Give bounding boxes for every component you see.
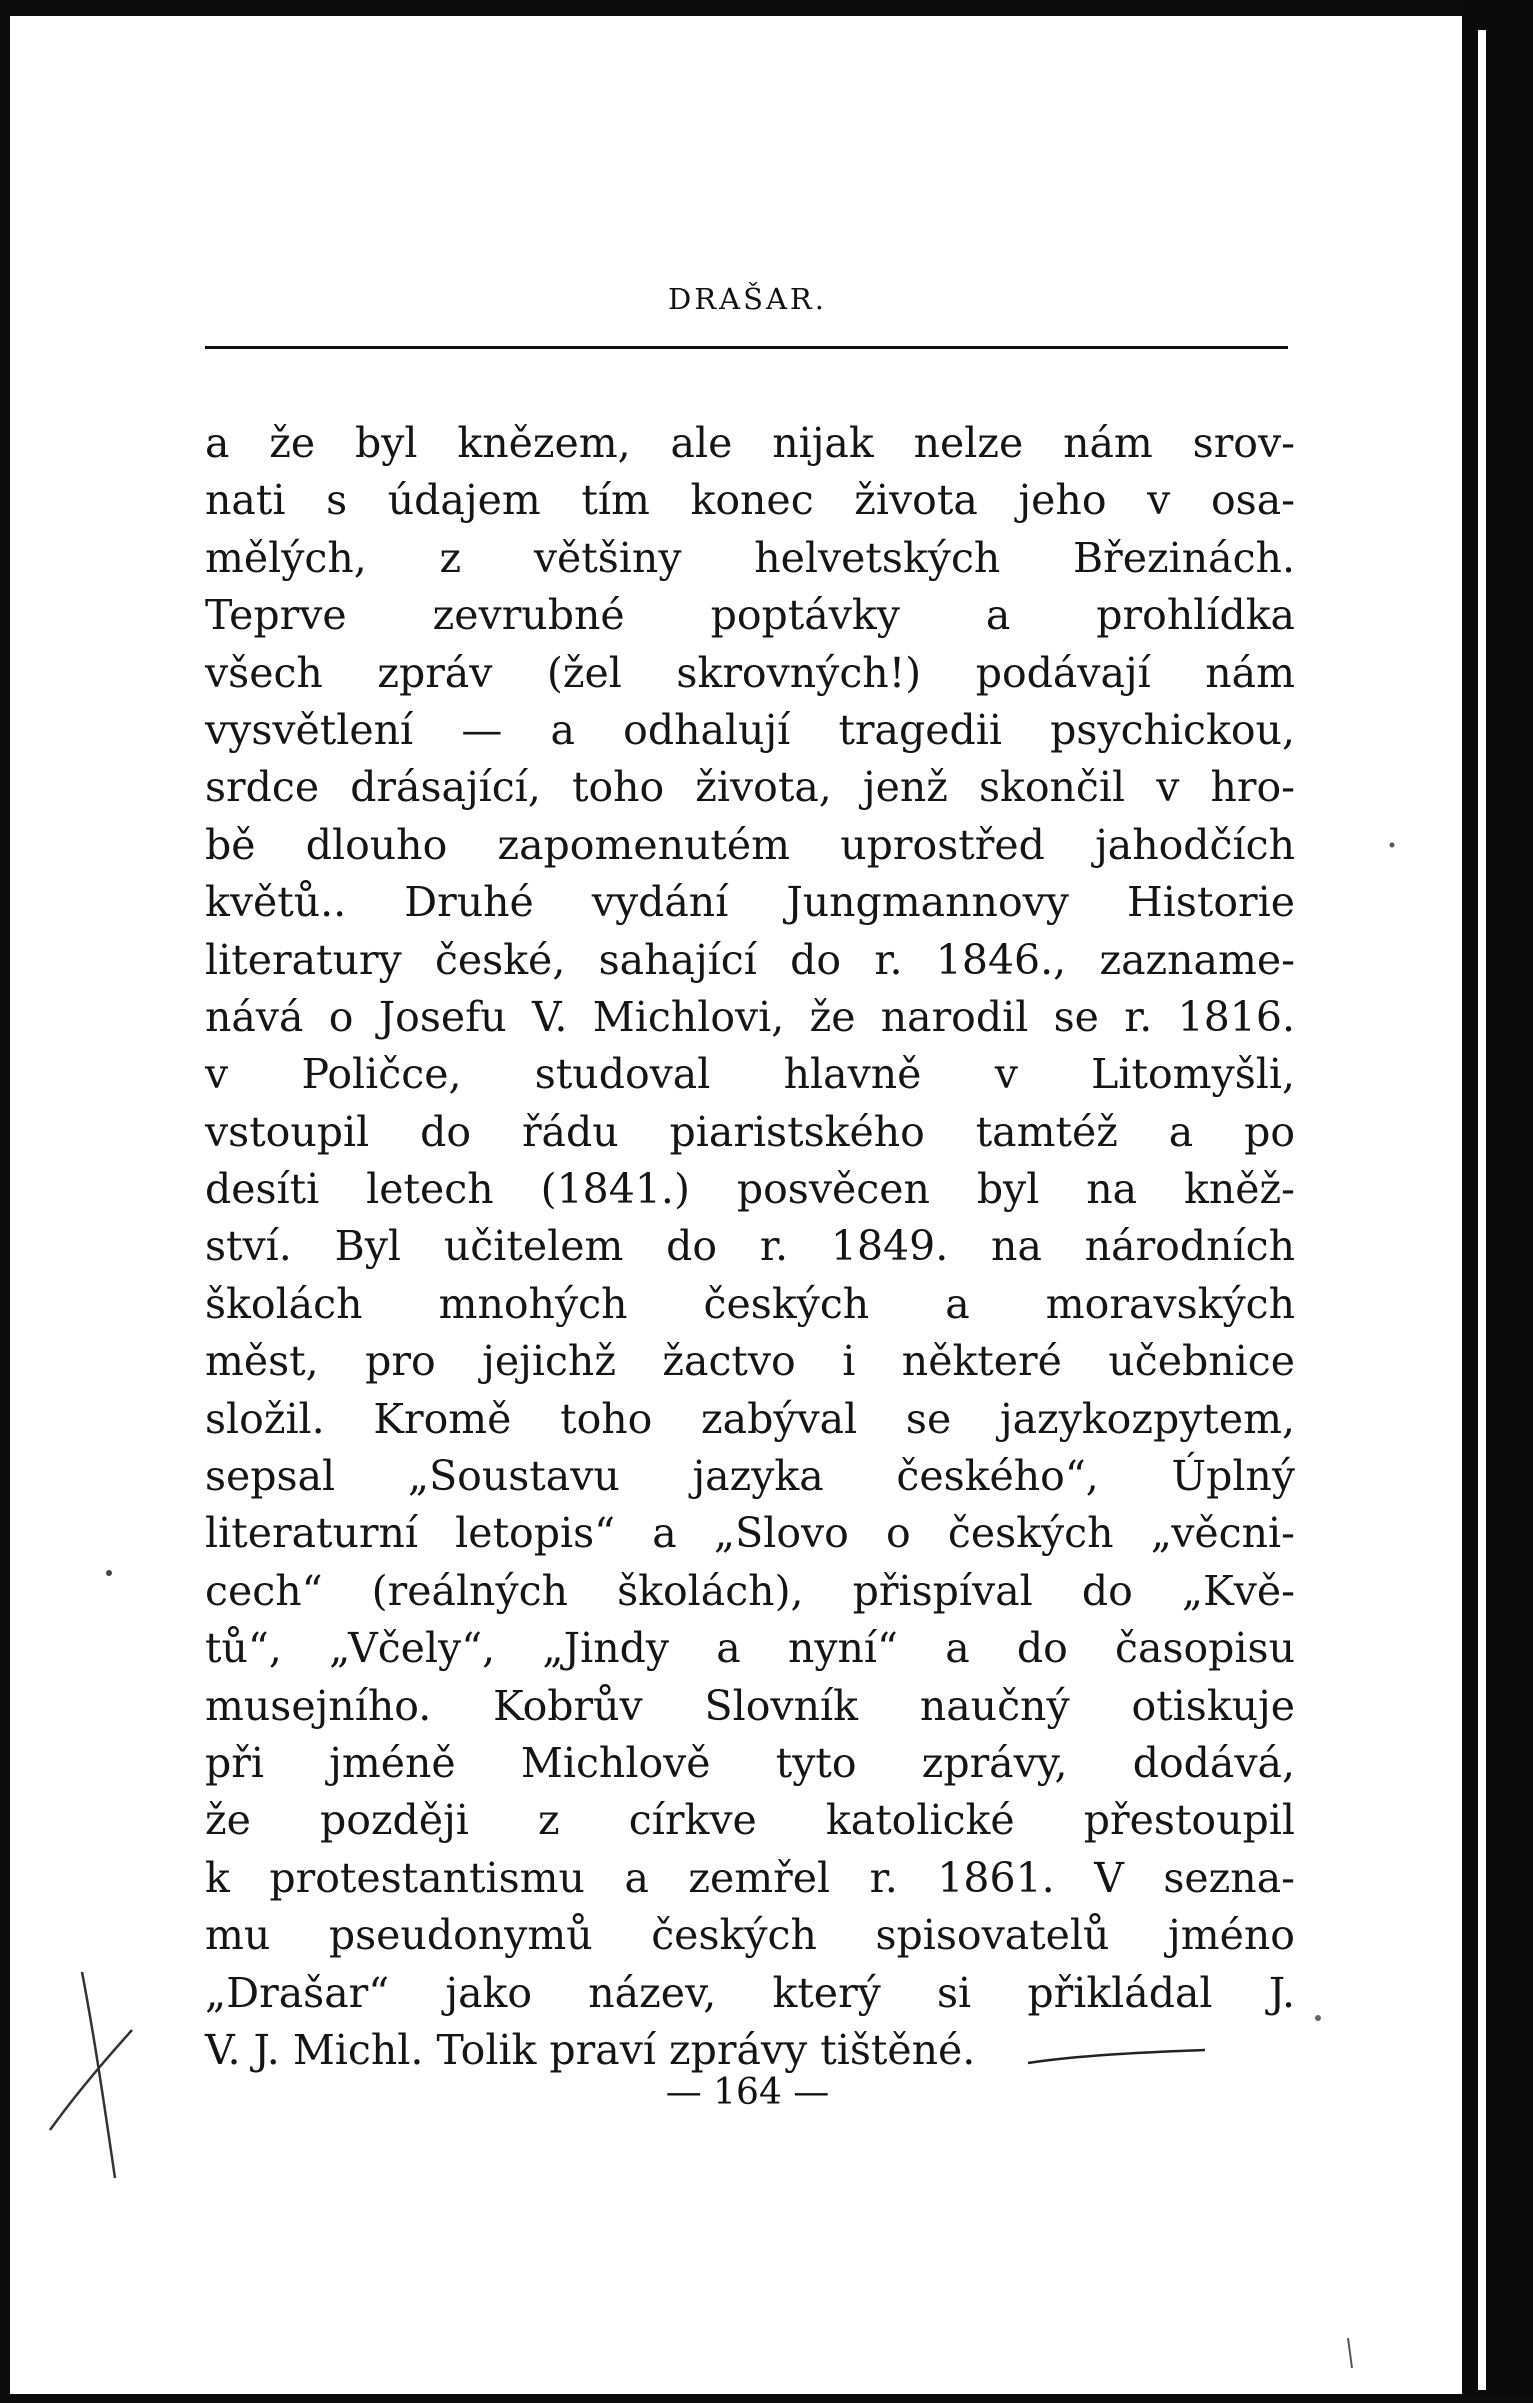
text-line: v Poličce, studoval hlavně v Litomyšli, — [205, 1050, 1295, 1099]
text-line: složil. Kromě toho zabýval se jazykozpytem, — [205, 1394, 1295, 1443]
ink-scratch — [1348, 2338, 1352, 2368]
handwritten-cross-stroke-1 — [82, 1972, 115, 2178]
text-line: musejního. Kobrův Slovník naučný otiskuje — [205, 1681, 1295, 1730]
text-line: sepsal „Soustavu jazyka českého“, Úplný — [205, 1452, 1295, 1501]
text-line: bě dlouho zapomenutém uprostřed jahodčích — [205, 820, 1295, 869]
text-line: že později z církve katolické přestoupil — [205, 1796, 1295, 1845]
text-line: Teprve zevrubné poptávky a prohlídka — [205, 591, 1295, 640]
text-line: měst, pro jejichž žactvo i některé učebnice — [205, 1337, 1295, 1386]
text-line: „Drašar“ jako název, který si přikládal J. — [205, 1968, 1295, 2017]
text-line: mu pseudonymů českých spisovatelů jméno — [205, 1911, 1295, 1960]
text-line: mělých, z většiny helvetských Březinách. — [205, 533, 1295, 582]
text-line: při jméně Michlově tyto zprávy, dodává, — [205, 1738, 1295, 1787]
text-line: literaturní letopis“ a „Slovo o českých „věcni- — [205, 1509, 1295, 1558]
running-header: DRAŠAR. — [668, 282, 827, 316]
text-line: květů.. Druhé vydání Jungmannovy Historie — [205, 878, 1295, 927]
handwritten-cross-stroke-2 — [50, 2030, 132, 2130]
text-line: a že byl knězem, ale nijak nelze nám srov- — [205, 419, 1295, 467]
handwritten-underline — [1028, 2050, 1205, 2063]
ink-dot — [106, 1570, 112, 1576]
text-line: desíti letech (1841.) posvěcen byl na kněž- — [205, 1165, 1295, 1214]
text-line: ství. Byl učitelem do r. 1849. na národních — [205, 1222, 1295, 1271]
text-line: všech zpráv (žel skrovných!) podávají nám — [205, 648, 1295, 697]
text-line: tů“, „Včely“, „Jindy a nyní“ a do časopisu — [205, 1624, 1295, 1673]
text-line: školách mnohých českých a moravských — [205, 1279, 1295, 1328]
ink-dot — [1390, 843, 1395, 848]
ink-dot — [1315, 2015, 1321, 2021]
text-line: cech“ (reálných školách), přispíval do „Kvě- — [205, 1566, 1295, 1615]
text-line: nati s údajem tím konec života jeho v osa- — [205, 476, 1295, 525]
text-line: vysvětlení — a odhalují tragedii psychickou, — [205, 705, 1295, 754]
text-line: vstoupil do řádu piaristského tamtéž a po — [205, 1107, 1295, 1156]
text-line: literatury české, sahající do r. 1846., zazname- — [205, 935, 1295, 984]
text-line: nává o Josefu V. Michlovi, že narodil se r. 1816. — [205, 992, 1295, 1041]
page-number: — 164 — — [665, 2072, 830, 2113]
text-line: srdce drásající, toho života, jenž skončil v hro- — [205, 763, 1295, 812]
text-line: k protestantismu a zemřel r. 1861. V sezna- — [205, 1853, 1295, 1902]
text-line: V. J. Michl. Tolik praví zprávy tištěné. — [205, 2025, 976, 2074]
